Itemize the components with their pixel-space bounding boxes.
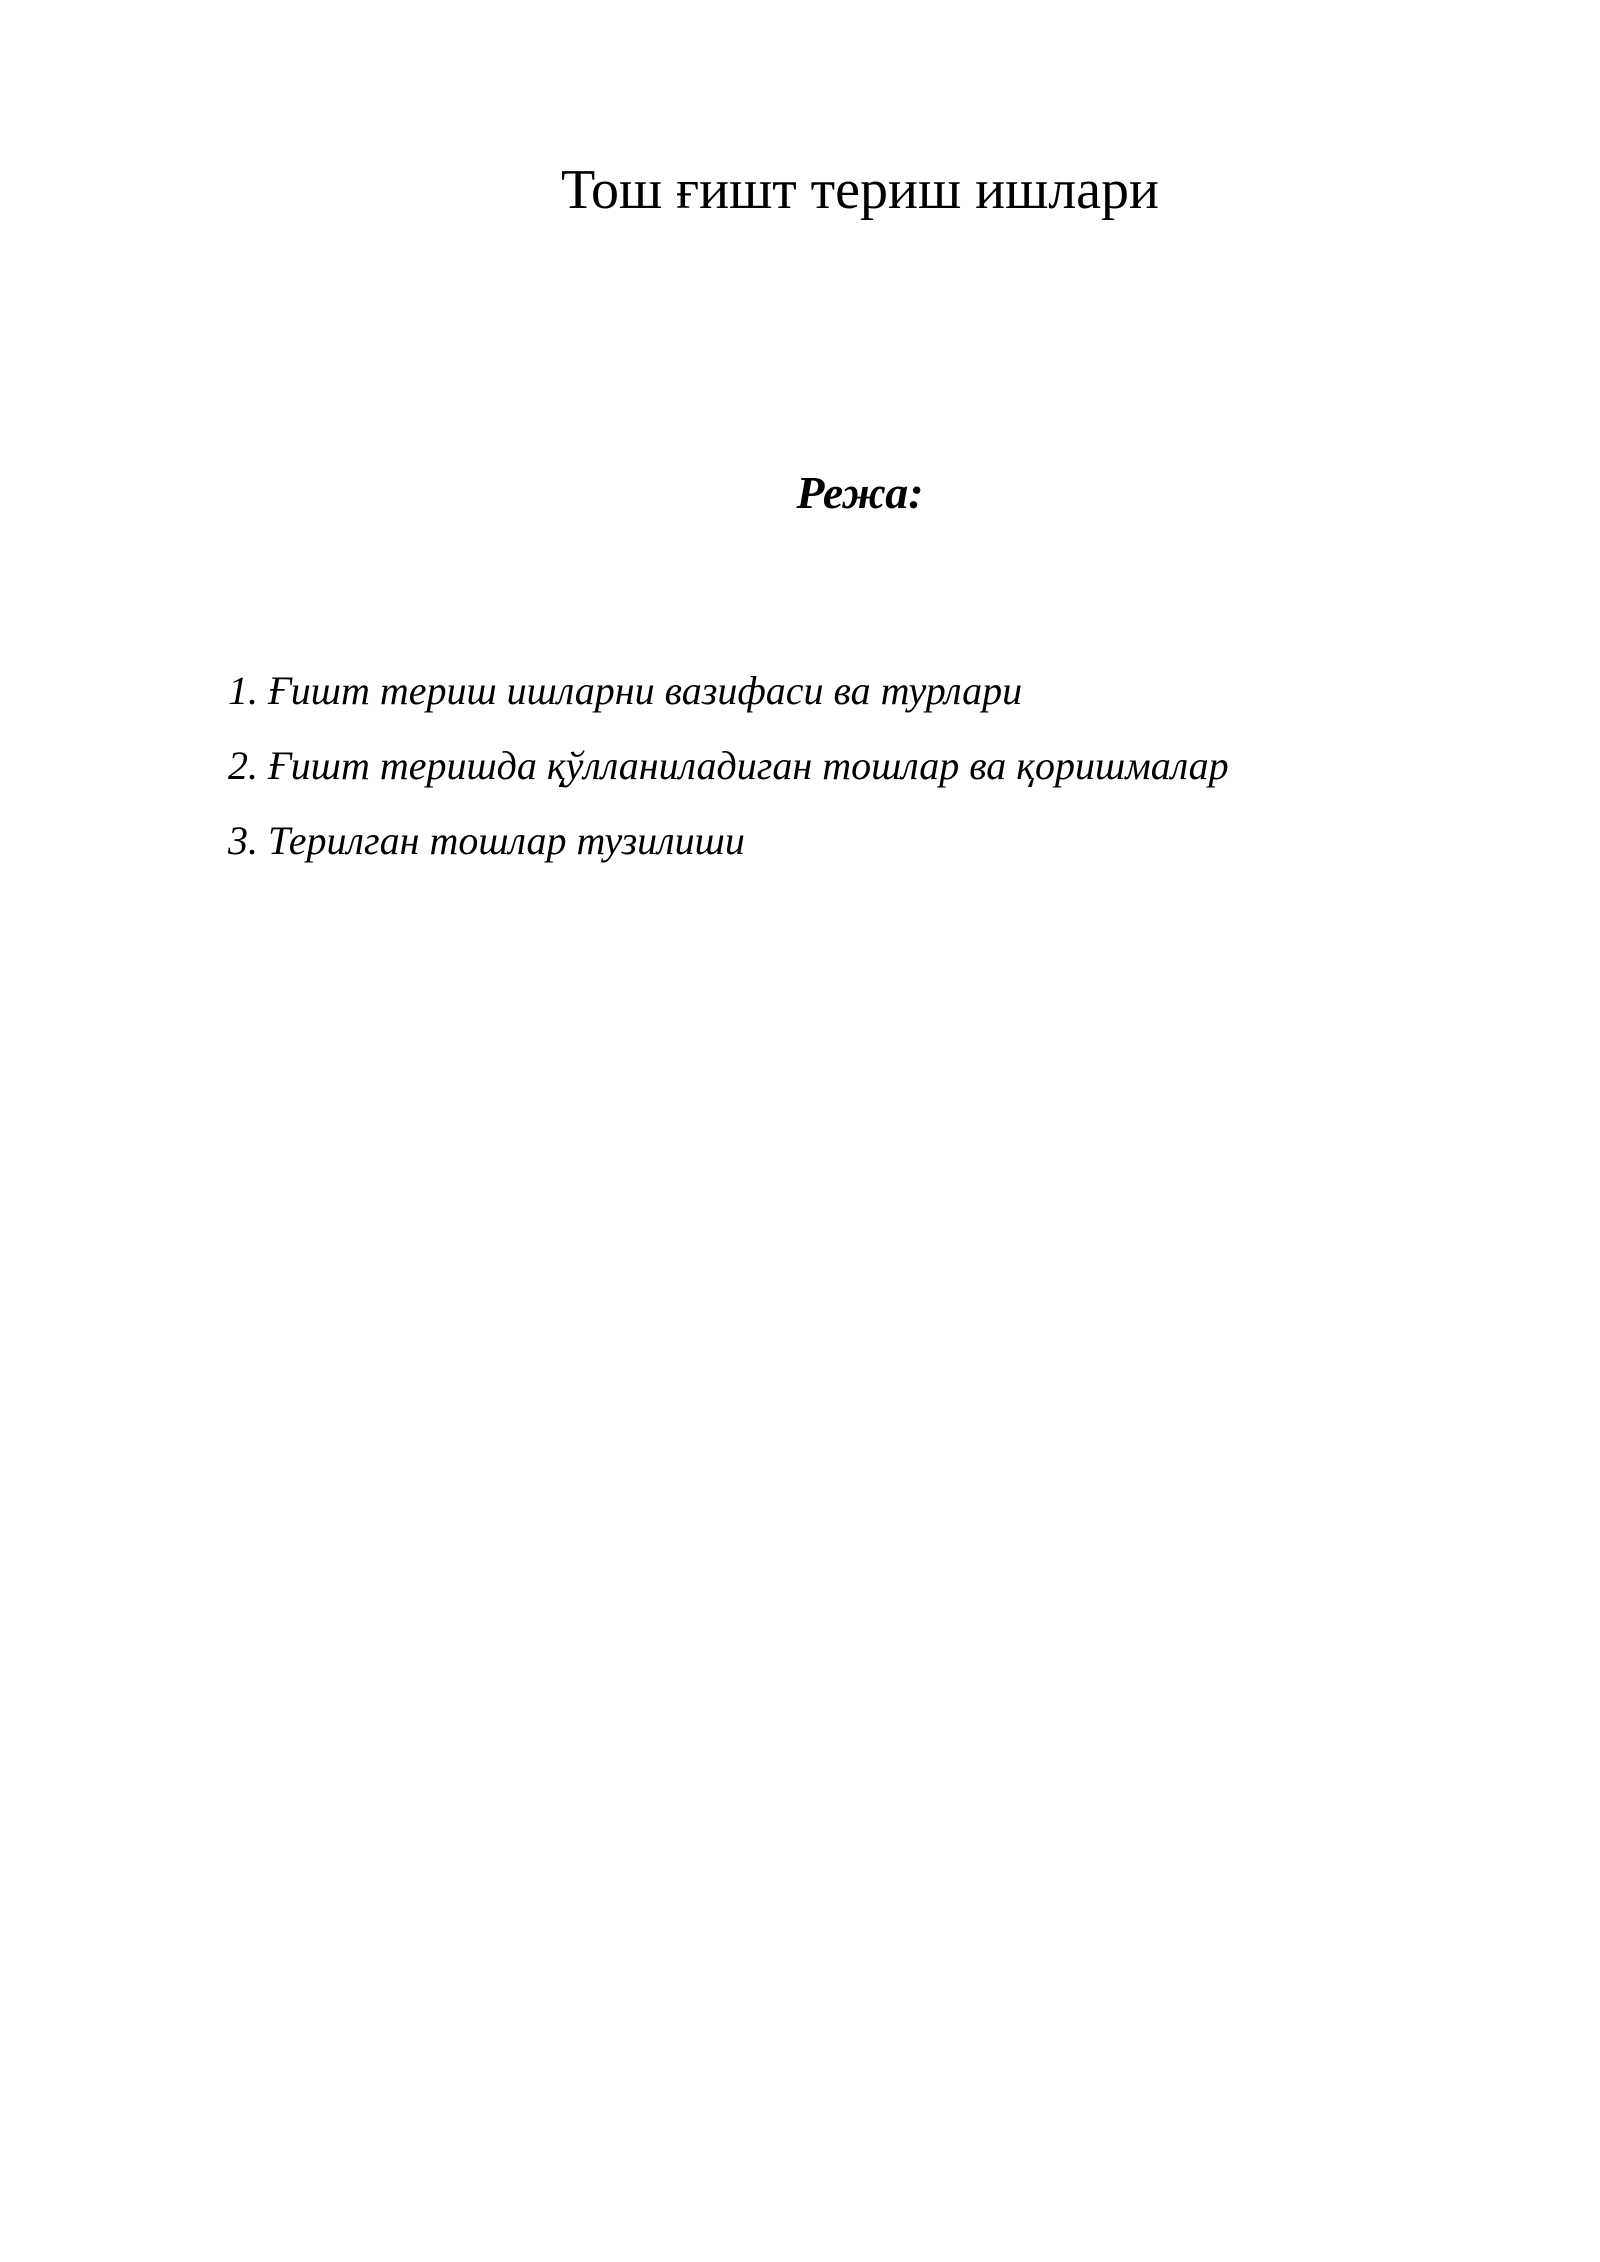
plan-list: [228, 660, 1229, 885]
document-title: Тош ғишт териш ишлари: [561, 159, 1159, 221]
list-item-text: Ғишт териш ишларни вазифаси ва турлари: [268, 668, 1023, 713]
list-item: [228, 735, 1229, 810]
plan-heading: Режа:: [796, 467, 924, 518]
list-item-text: Терилган тошлар тузилиши: [268, 818, 745, 863]
list-item-number: 1.: [228, 668, 258, 713]
list-item: [228, 810, 1229, 885]
list-item-number: 3.: [228, 818, 258, 863]
list-item-text: Ғишт теришда қўлланиладиган тошлар ва қоришмалар: [268, 743, 1229, 788]
list-item-number: 2.: [228, 743, 258, 788]
list-item: [228, 660, 1229, 735]
